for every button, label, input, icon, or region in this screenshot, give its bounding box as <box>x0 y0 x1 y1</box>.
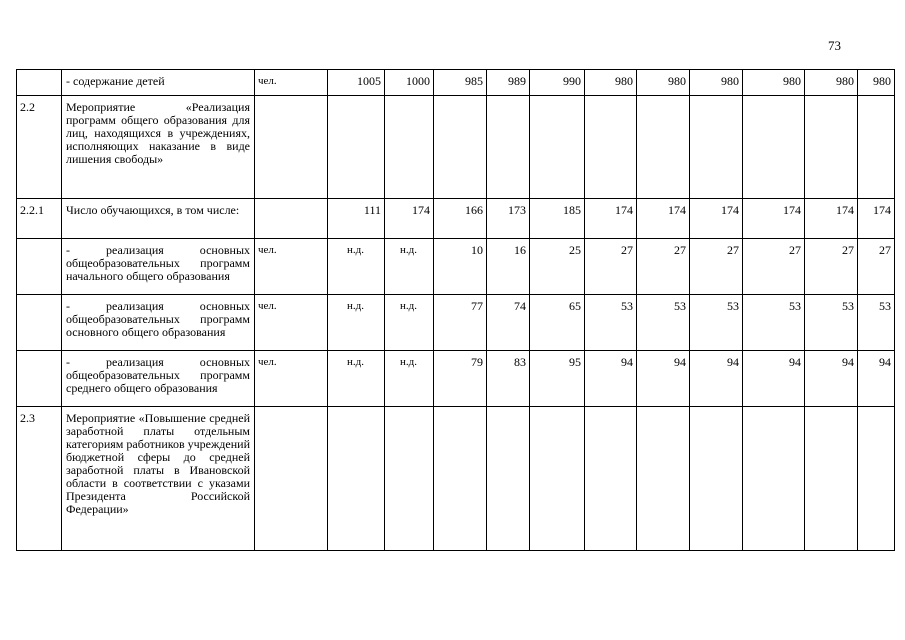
value-cell <box>434 407 487 551</box>
table-row <box>17 199 895 239</box>
activity-title-cell: Мероприятие «Реализация программ общего образования для лиц, находящихся в учреждениях, исполняющих наказание в виде лишения свободы» <box>62 96 255 199</box>
value-cell: 980 <box>637 70 690 96</box>
value-cell <box>743 407 805 551</box>
table-row <box>17 295 895 351</box>
value-cell <box>487 96 530 199</box>
row-label-cell: - реализация основных общеобразовательных программ начального общего образования <box>62 239 255 295</box>
value-cell: 83 <box>487 351 530 407</box>
row-number-cell: 2.3 <box>17 407 62 551</box>
value-cell: 174 <box>385 199 434 239</box>
value-cell: 27 <box>805 239 858 295</box>
value-cell: 174 <box>637 199 690 239</box>
value-cell: 174 <box>858 199 895 239</box>
value-cell: 74 <box>487 295 530 351</box>
row-number-cell <box>17 351 62 407</box>
value-cell: 980 <box>585 70 637 96</box>
value-cell: 1005 <box>328 70 385 96</box>
row-number-cell: 2.2 <box>17 96 62 199</box>
row-number-cell <box>17 70 62 96</box>
value-cell: 166 <box>434 199 487 239</box>
value-cell: 16 <box>487 239 530 295</box>
value-cell: н.д. <box>328 239 385 295</box>
value-cell: 94 <box>690 351 743 407</box>
value-cell <box>637 96 690 199</box>
data-table <box>16 69 895 551</box>
value-cell <box>805 96 858 199</box>
value-cell <box>858 96 895 199</box>
value-cell: 27 <box>858 239 895 295</box>
value-cell: 980 <box>690 70 743 96</box>
value-cell: 990 <box>530 70 585 96</box>
value-cell: 980 <box>805 70 858 96</box>
value-cell: 27 <box>585 239 637 295</box>
value-cell: 53 <box>637 295 690 351</box>
value-cell: 980 <box>858 70 895 96</box>
value-cell: 94 <box>858 351 895 407</box>
value-cell <box>530 96 585 199</box>
table-body <box>17 70 895 551</box>
value-cell: 985 <box>434 70 487 96</box>
value-cell: н.д. <box>328 351 385 407</box>
value-cell: н.д. <box>385 295 434 351</box>
value-cell <box>328 96 385 199</box>
value-cell: 53 <box>858 295 895 351</box>
value-cell: 1000 <box>385 70 434 96</box>
value-cell <box>585 96 637 199</box>
value-cell: 185 <box>530 199 585 239</box>
row-number-cell <box>17 295 62 351</box>
unit-cell: чел. <box>255 295 328 351</box>
value-cell: 65 <box>530 295 585 351</box>
value-cell: 94 <box>805 351 858 407</box>
unit-cell <box>255 199 328 239</box>
value-cell <box>690 96 743 199</box>
unit-cell <box>255 96 328 199</box>
value-cell: 27 <box>637 239 690 295</box>
row-label-cell: - содержание детей <box>62 70 255 96</box>
value-cell <box>858 407 895 551</box>
row-label-cell: - реализация основных общеобразовательных программ основного общего образования <box>62 295 255 351</box>
value-cell: 174 <box>690 199 743 239</box>
value-cell: 10 <box>434 239 487 295</box>
value-cell: 25 <box>530 239 585 295</box>
value-cell: 27 <box>743 239 805 295</box>
value-cell <box>328 407 385 551</box>
value-cell: 989 <box>487 70 530 96</box>
value-cell: 95 <box>530 351 585 407</box>
value-cell <box>385 407 434 551</box>
value-cell: н.д. <box>328 295 385 351</box>
value-cell: 79 <box>434 351 487 407</box>
unit-cell: чел. <box>255 239 328 295</box>
table-row <box>17 351 895 407</box>
value-cell: 53 <box>805 295 858 351</box>
value-cell: 174 <box>585 199 637 239</box>
value-cell: 111 <box>328 199 385 239</box>
row-label-cell: Число обучающихся, в том числе: <box>62 199 255 239</box>
value-cell <box>637 407 690 551</box>
page-number: 73 <box>828 38 841 53</box>
table-row <box>17 96 895 199</box>
value-cell: 174 <box>805 199 858 239</box>
value-cell <box>805 407 858 551</box>
value-cell: 980 <box>743 70 805 96</box>
unit-cell: чел. <box>255 351 328 407</box>
value-cell <box>434 96 487 199</box>
row-number-cell <box>17 239 62 295</box>
row-label-cell: - реализация основных общеобразовательных программ среднего общего образования <box>62 351 255 407</box>
table-row <box>17 70 895 96</box>
activity-title-cell: Мероприятие «Повышение средней заработной платы отдельным категориям работников учреждений бюджетной сферы до средней заработной платы в Ивановской области в соответствии с указами Президента Российской Федерации» <box>62 407 255 551</box>
value-cell: 27 <box>690 239 743 295</box>
value-cell: 173 <box>487 199 530 239</box>
value-cell: 53 <box>585 295 637 351</box>
value-cell <box>487 407 530 551</box>
value-cell: н.д. <box>385 239 434 295</box>
row-number-cell: 2.2.1 <box>17 199 62 239</box>
unit-cell: чел. <box>255 70 328 96</box>
value-cell: 53 <box>690 295 743 351</box>
value-cell: 94 <box>637 351 690 407</box>
unit-cell <box>255 407 328 551</box>
value-cell <box>585 407 637 551</box>
value-cell <box>530 407 585 551</box>
value-cell: 94 <box>743 351 805 407</box>
value-cell <box>690 407 743 551</box>
value-cell: 174 <box>743 199 805 239</box>
value-cell: 77 <box>434 295 487 351</box>
table-row <box>17 407 895 551</box>
value-cell <box>743 96 805 199</box>
value-cell: н.д. <box>385 351 434 407</box>
value-cell: 53 <box>743 295 805 351</box>
table-row <box>17 239 895 295</box>
value-cell: 94 <box>585 351 637 407</box>
value-cell <box>385 96 434 199</box>
